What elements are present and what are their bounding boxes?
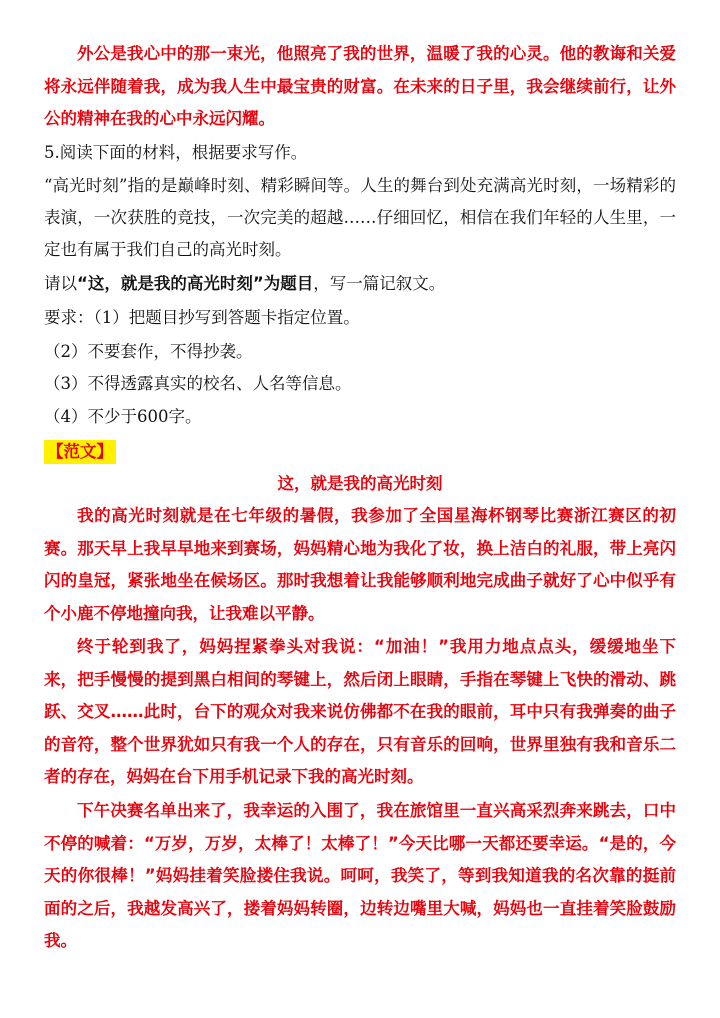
requirement-item: （3）不得透露真实的校名、人名等信息。 [44,374,352,393]
requirement-item: （4）不少于600字。 [44,407,202,426]
essay-paragraph: 下午决赛名单出来了，我幸运的入围了，我在旅馆里一直兴高采烈奔来跳去，口中不停的喊着：“万岁，万岁，太棒了！太棒了！”今天比哪一天都还要幸运。“是的，今天的你很棒！”妈妈挂着笑脸搂住我说。呵呵，我笑了，等到我知道我的名次靠的挺前面的之后，我越发高兴了，搂着妈妈转圈，边转边嘴里大喊，妈妈也一直挂着笑脸鼓励我。 [44,801,676,950]
sample-essay-tag: 【范文】 [44,440,116,464]
question-heading: 5.阅读下面的材料，根据要求写作。 [44,143,308,162]
requirement-item: （2）不要套作，不得抄袭。 [44,342,253,361]
intro-paragraph: 外公是我心中的那一束光，他照亮了我的世界，温暖了我的心灵。他的教诲和关爱将永远伴随着我，成为我人生中最宝贵的财富。在未来的日子里，我会继续前行，让外公的精神在我的心中永远闪耀。 [44,44,676,128]
question-prompt [44,270,445,298]
essay-paragraph: 我的高光时刻就是在七年级的暑假，我参加了全国星海杯钢琴比赛浙江赛区的初赛。那天早上我早早地来到赛场，妈妈精心地为我化了妆，换上洁白的礼服，带上亮闪闪的皇冠，紧张地坐在候场区。那时我想着让我能够顺利地完成曲子就好了心中似乎有个小鹿不停地撞向我，让我难以平静。 [44,506,676,623]
essay-title: 这，就是我的高光时刻 [277,474,443,493]
essay-paragraph: 终于轮到我了，妈妈捏紧拳头对我说：“加油！”我用力地点点头，缓缓地坐下来，把手慢慢的提到黑白相间的琴键上，然后闭上眼睛，手指在琴键上飞快的滑动、跳跃、交叉……此时，台下的观众对我来说仿佛都不在我的眼前，耳中只有我弹奏的曲子的音符，整个世界犹如只有我一个人的存在，只有音乐的回响，世界里独有我和音乐二者的存在，妈妈在台下用手机记录下我的高光时刻。 [44,637,676,786]
prompt-suffix: ，写一篇记叙文。 [313,274,446,293]
prompt-prefix: 请以 [44,274,77,293]
requirement-item: 要求：（1）把题目抄写到答题卡指定位置。 [44,308,360,327]
prompt-title: “这，就是我的高光时刻”为题目 [77,274,314,293]
question-material: “高光时刻”指的是巅峰时刻、精彩瞬间等。人生的舞台到处充满高光时刻，一场精彩的表演，一次获胜的竞技，一次完美的超越……仔细回忆，相信在我们年轻的人生里，一定也有属于我们自己的高光时刻。 [44,176,676,259]
